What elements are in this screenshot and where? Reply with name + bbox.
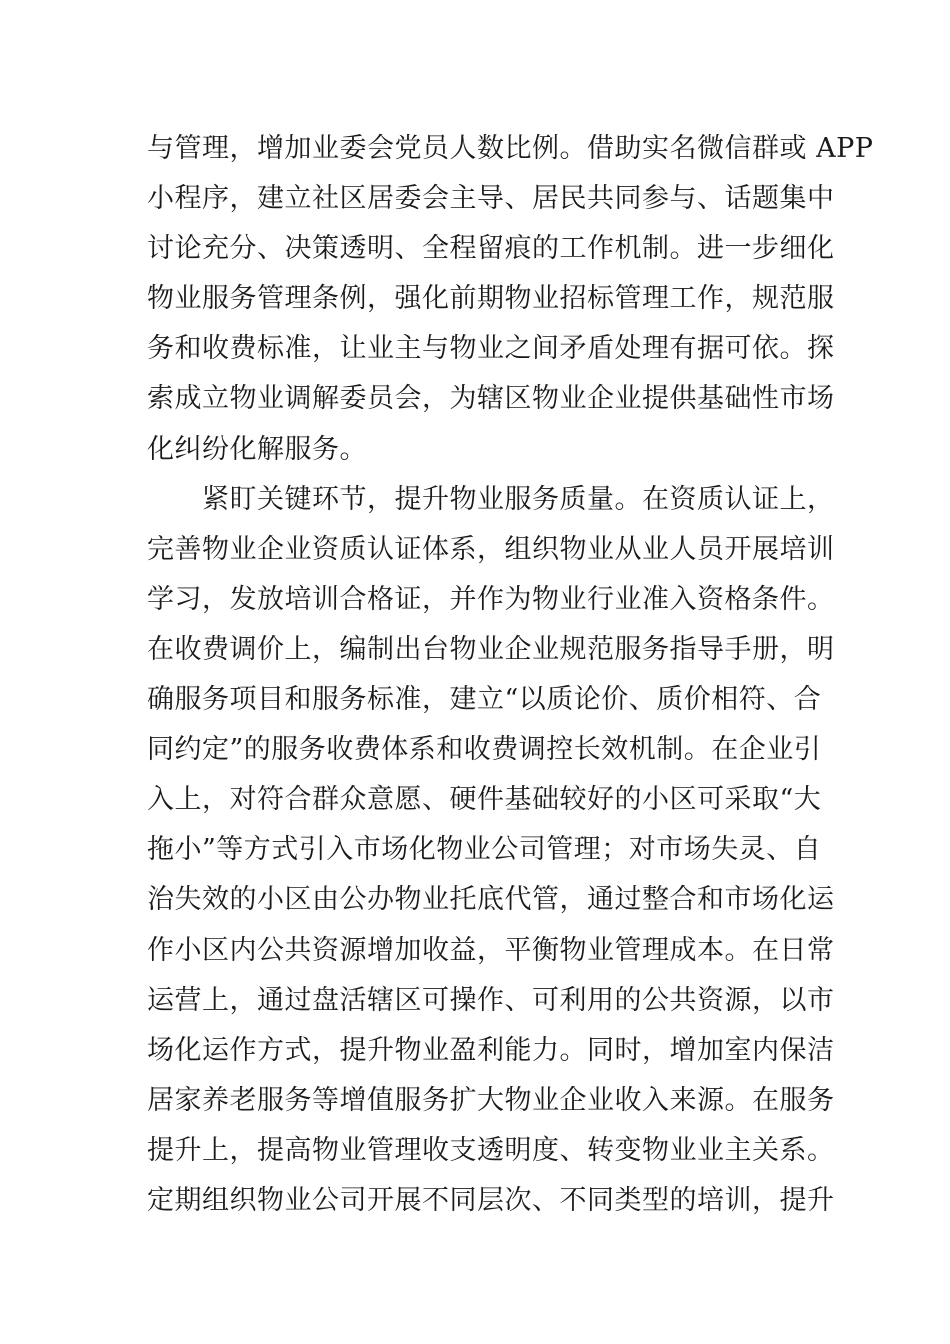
text-line: 居家养老服务等增值服务扩大物业企业收入来源。在服务 xyxy=(147,1084,835,1116)
text-line: 学习，发放培训合格证，并作为物业行业准入资格条件。 xyxy=(147,583,835,615)
text-line: 小程序，建立社区居委会主导、居民共同参与、话题集中 xyxy=(147,183,835,215)
text-line: 紧盯关键环节，提升物业服务质量。在资质认证上， xyxy=(147,483,835,515)
text-line: 务和收费标准，让业主与物业之间矛盾处理有据可依。探 xyxy=(147,333,835,365)
text-line: 同约定”的服务收费体系和收费调控长效机制。在企业引 xyxy=(147,734,822,766)
text-line: 讨论充分、决策透明、全程留痕的工作机制。进一步细化 xyxy=(147,233,835,265)
text-line: 入上，对符合群众意愿、硬件基础较好的小区可采取“大 xyxy=(147,784,822,816)
text-line: 拖小”等方式引入市场化物业公司管理；对市场失灵、自 xyxy=(147,834,822,866)
text-line: 在收费调价上，编制出台物业企业规范服务指导手册，明 xyxy=(147,633,835,665)
text-line: 定期组织物业公司开展不同层次、不同类型的培训，提升 xyxy=(147,1184,835,1216)
text-line: 提升上，提高物业管理收支透明度、转变物业业主关系。 xyxy=(147,1134,835,1166)
body-text xyxy=(147,124,874,1226)
text-line: 场化运作方式，提升物业盈利能力。同时，增加室内保洁 xyxy=(147,1034,835,1066)
text-line: 确服务项目和服务标准，建立“以质论价、质价相符、合 xyxy=(147,684,822,716)
text-line: 完善物业企业资质认证体系，组织物业从业人员开展培训 xyxy=(147,533,835,565)
text-line: 物业服务管理条例，强化前期物业招标管理工作，规范服 xyxy=(147,283,835,315)
paragraph-1 xyxy=(147,124,874,475)
text-line: 治失效的小区由公办物业托底代管，通过整合和市场化运 xyxy=(147,884,835,916)
text-line: 索成立物业调解委员会，为辖区物业企业提供基础性市场 xyxy=(147,383,835,415)
text-line: 与管理，增加业委会党员人数比例。借助实名微信群或 APP xyxy=(147,133,874,164)
text-line: 作小区内公共资源增加收益，平衡物业管理成本。在日常 xyxy=(147,934,835,966)
text-line: 化纠纷化解服务。 xyxy=(147,433,367,465)
text-line: 运营上，通过盘活辖区可操作、可利用的公共资源，以市 xyxy=(147,984,835,1016)
paragraph-2 xyxy=(147,475,835,1226)
